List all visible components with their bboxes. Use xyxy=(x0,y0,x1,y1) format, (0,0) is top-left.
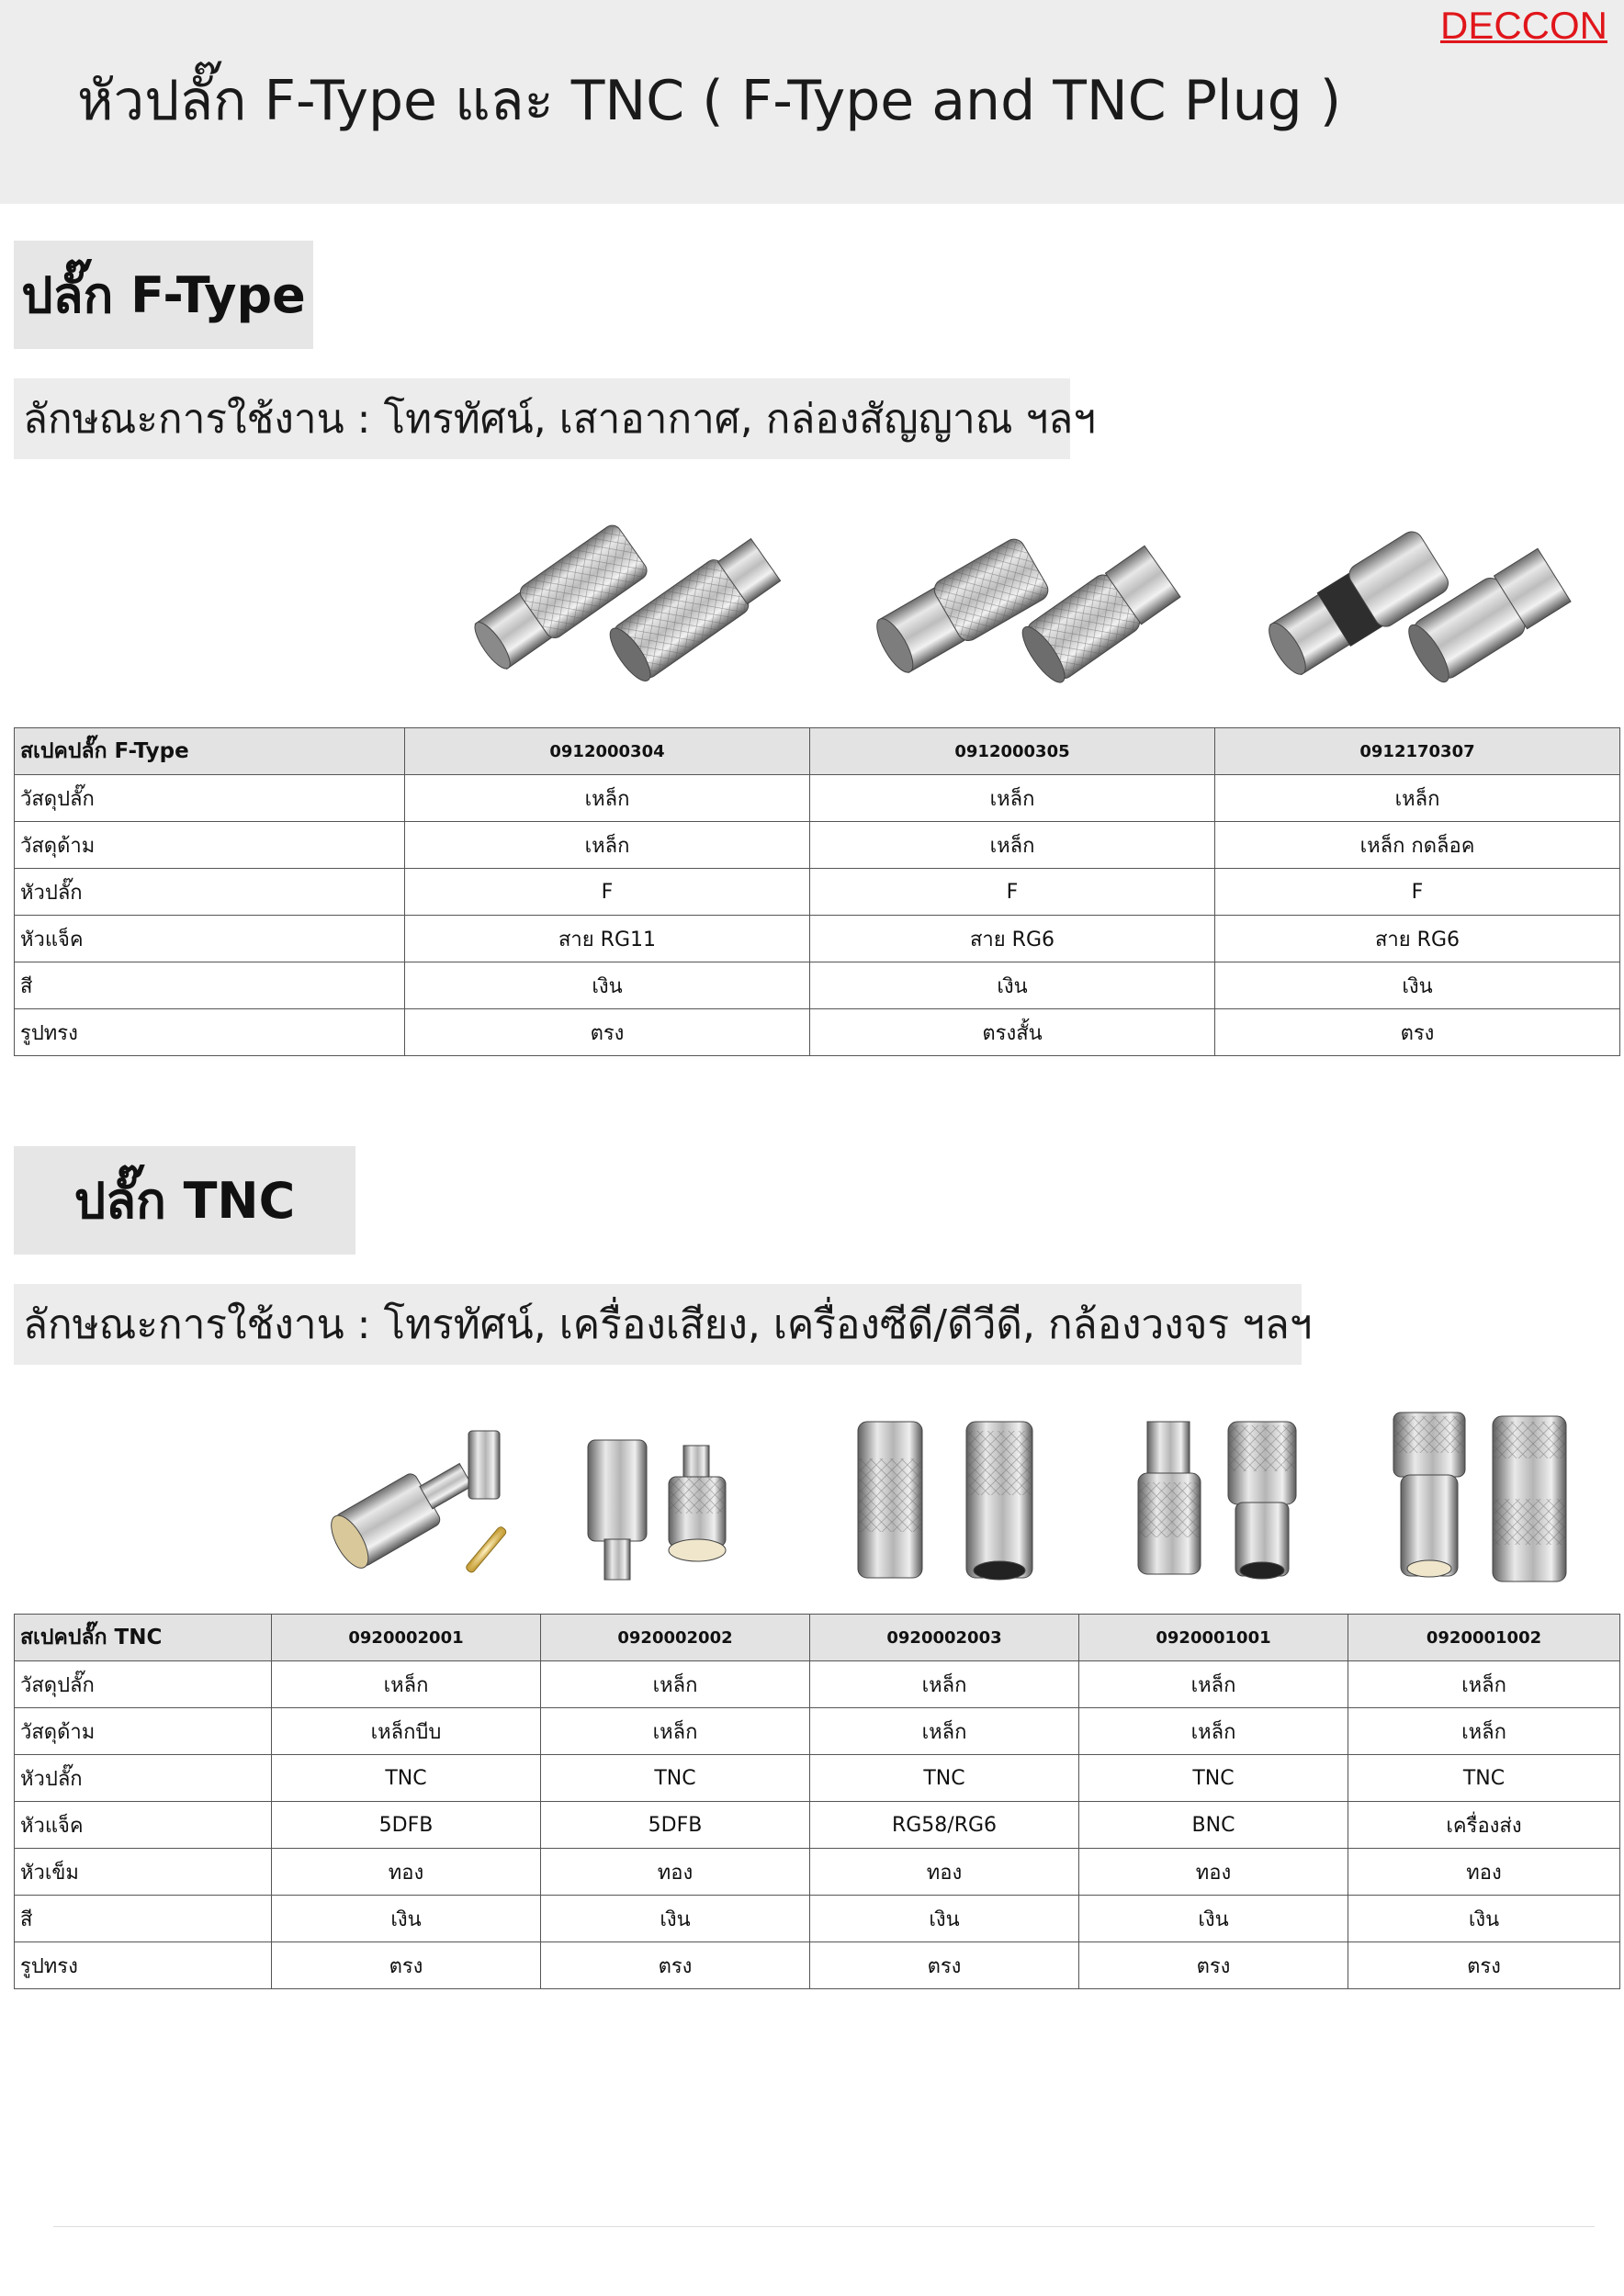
table-cell: เครื่องส่ง xyxy=(1348,1802,1620,1849)
table-cell: เหล็ก xyxy=(1215,775,1620,822)
table-row xyxy=(15,916,1620,962)
table-cell: เงิน xyxy=(1079,1896,1348,1942)
table-cell: TNC xyxy=(1348,1755,1620,1802)
table-cell: ทอง xyxy=(272,1849,541,1896)
table-row xyxy=(15,1802,1620,1849)
ftype-product-image-1 xyxy=(459,503,790,705)
table-cell: F xyxy=(405,869,810,916)
table-cell: เหล็ก xyxy=(405,822,810,869)
table-cell: ทอง xyxy=(810,1849,1079,1896)
table-cell: ทอง xyxy=(1348,1849,1620,1896)
table-cell: สาย RG11 xyxy=(405,916,810,962)
table-cell: หัวแจ็ค xyxy=(15,1802,272,1849)
table-header-cell: 0920002002 xyxy=(541,1615,810,1661)
tnc-product-image-1 xyxy=(321,1422,542,1587)
tnc-product-image-4 xyxy=(1125,1412,1346,1587)
table-cell: หัวเข็ม xyxy=(15,1849,272,1896)
table-cell: ตรง xyxy=(1215,1009,1620,1056)
table-cell: ตรง xyxy=(405,1009,810,1056)
table-row xyxy=(15,1942,1620,1989)
table-cell: วัสดุด้าม xyxy=(15,1708,272,1755)
tnc-spec-table xyxy=(14,1614,1620,1989)
table-cell: เหล็ก xyxy=(272,1661,541,1708)
table-header-row xyxy=(15,1615,1620,1661)
footer-divider xyxy=(53,2226,1595,2227)
table-cell: วัสดุปลั๊ก xyxy=(15,775,405,822)
table-cell: สาย RG6 xyxy=(1215,916,1620,962)
ftype-usage-text: ลักษณะการใช้งาน : โทรทัศน์, เสาอากาศ, กล่องสัญญาณ ฯลฯ xyxy=(14,378,1070,459)
table-cell: เหล็ก xyxy=(1079,1708,1348,1755)
table-cell: เหล็ก xyxy=(810,822,1215,869)
table-cell: TNC xyxy=(1079,1755,1348,1802)
table-header-row xyxy=(15,728,1620,775)
table-cell: เงิน xyxy=(272,1896,541,1942)
tnc-product-image-2 xyxy=(570,1422,790,1587)
table-cell: เหล็กบีบ xyxy=(272,1708,541,1755)
table-header-cell: สเปคปลั๊ก F-Type xyxy=(15,728,405,775)
table-cell: สี xyxy=(15,962,405,1009)
table-cell: เงิน xyxy=(810,962,1215,1009)
tnc-product-image-3 xyxy=(845,1412,1066,1587)
table-cell: ตรง xyxy=(1348,1942,1620,1989)
table-cell: เงิน xyxy=(810,1896,1079,1942)
table-cell: เงิน xyxy=(1348,1896,1620,1942)
table-cell: เงิน xyxy=(541,1896,810,1942)
table-cell: ทอง xyxy=(1079,1849,1348,1896)
ftype-spec-table xyxy=(14,727,1620,1056)
table-cell: เหล็ก xyxy=(810,1661,1079,1708)
table-cell: เงิน xyxy=(1215,962,1620,1009)
table-cell: TNC xyxy=(541,1755,810,1802)
table-cell: วัสดุด้าม xyxy=(15,822,405,869)
brand-logo: DECCON xyxy=(1439,4,1607,47)
table-header-cell: สเปคปลั๊ก TNC xyxy=(15,1615,272,1661)
table-cell: เหล็ก xyxy=(405,775,810,822)
table-cell: ตรง xyxy=(810,1942,1079,1989)
page-header xyxy=(0,0,1624,204)
table-cell: รูปทรง xyxy=(15,1009,405,1056)
table-header-cell: 0912000305 xyxy=(810,728,1215,775)
table-row xyxy=(15,1896,1620,1942)
table-row xyxy=(15,1661,1620,1708)
table-row xyxy=(15,822,1620,869)
table-cell: RG58/RG6 xyxy=(810,1802,1079,1849)
table-cell: 5DFB xyxy=(541,1802,810,1849)
table-cell: ตรงสั้น xyxy=(810,1009,1215,1056)
table-cell: เหล็ก xyxy=(541,1661,810,1708)
table-cell: เงิน xyxy=(405,962,810,1009)
tnc-section-heading: ปลั๊ก TNC xyxy=(14,1146,355,1255)
table-header-cell: 0920002001 xyxy=(272,1615,541,1661)
table-cell: สี xyxy=(15,1896,272,1942)
table-cell: เหล็ก xyxy=(810,775,1215,822)
table-cell: สาย RG6 xyxy=(810,916,1215,962)
table-cell: เหล็ก xyxy=(1348,1708,1620,1755)
table-cell: ตรง xyxy=(541,1942,810,1989)
table-row xyxy=(15,1009,1620,1056)
table-cell: ตรง xyxy=(272,1942,541,1989)
table-cell: เหล็ก xyxy=(810,1708,1079,1755)
table-cell: รูปทรง xyxy=(15,1942,272,1989)
table-cell: 5DFB xyxy=(272,1802,541,1849)
table-cell: ตรง xyxy=(1079,1942,1348,1989)
table-cell: หัวปลั๊ก xyxy=(15,869,405,916)
table-cell: เหล็ก xyxy=(541,1708,810,1755)
table-cell: หัวปลั๊ก xyxy=(15,1755,272,1802)
table-row xyxy=(15,1708,1620,1755)
table-row xyxy=(15,775,1620,822)
table-header-cell: 0920002003 xyxy=(810,1615,1079,1661)
table-cell: F xyxy=(810,869,1215,916)
table-cell: เหล็ก xyxy=(1348,1661,1620,1708)
page-title: หัวปลั๊ก F-Type และ TNC ( F-Type and TNC Plug ) xyxy=(77,69,1342,133)
tnc-usage-text: ลักษณะการใช้งาน : โทรทัศน์, เครื่องเสียง, เครื่องซีดี/ดีวีดี, กล้องวงจร ฯลฯ xyxy=(14,1284,1302,1365)
table-cell: TNC xyxy=(810,1755,1079,1802)
table-row xyxy=(15,1755,1620,1802)
ftype-section-heading: ปลั๊ก F-Type xyxy=(14,241,313,349)
table-row xyxy=(15,1849,1620,1896)
table-cell: เหล็ก กดล็อค xyxy=(1215,822,1620,869)
table-cell: หัวแจ็ค xyxy=(15,916,405,962)
table-cell: TNC xyxy=(272,1755,541,1802)
table-row xyxy=(15,962,1620,1009)
ftype-product-image-2 xyxy=(863,503,1194,705)
ftype-product-image-3 xyxy=(1254,503,1585,705)
table-cell: F xyxy=(1215,869,1620,916)
table-header-cell: 0920001002 xyxy=(1348,1615,1620,1661)
table-header-cell: 0912170307 xyxy=(1215,728,1620,775)
table-header-cell: 0912000304 xyxy=(405,728,810,775)
tnc-product-image-5 xyxy=(1382,1407,1603,1587)
table-row xyxy=(15,869,1620,916)
table-cell: วัสดุปลั๊ก xyxy=(15,1661,272,1708)
table-cell: เหล็ก xyxy=(1079,1661,1348,1708)
table-cell: ทอง xyxy=(541,1849,810,1896)
table-cell: BNC xyxy=(1079,1802,1348,1849)
table-header-cell: 0920001001 xyxy=(1079,1615,1348,1661)
